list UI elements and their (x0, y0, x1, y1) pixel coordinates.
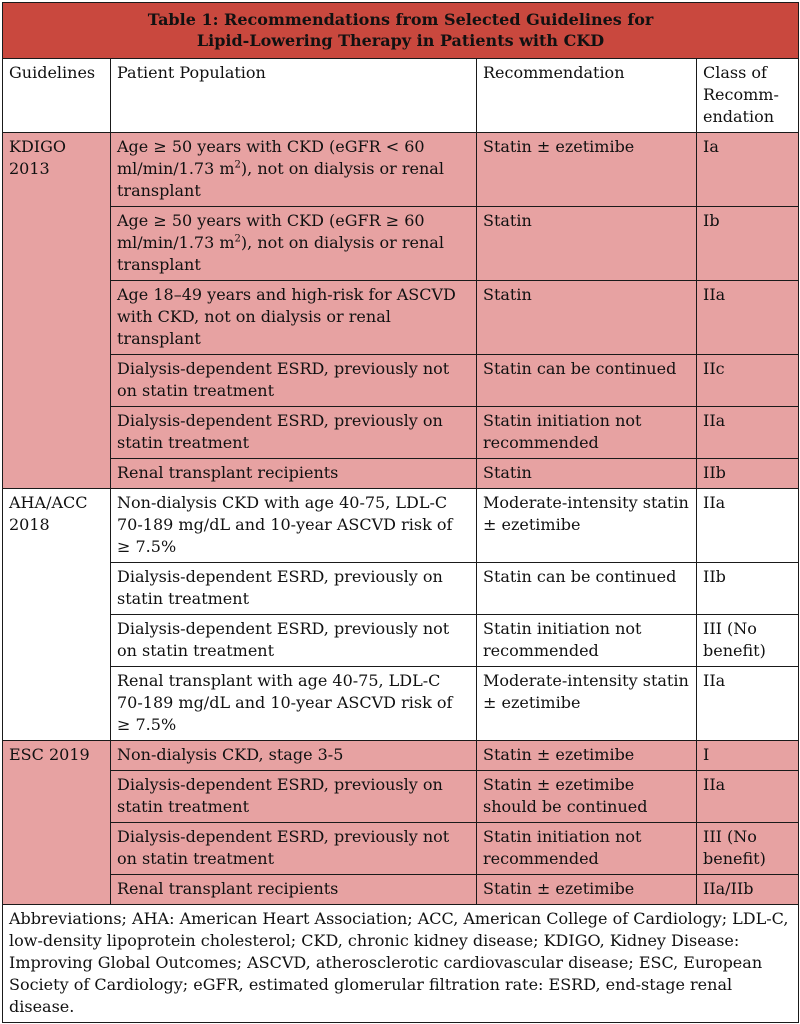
recommendation-cell: Statin ± ezetimibe (477, 875, 697, 905)
recommendation-cell: Statin ± ezetimibe should be continued (477, 771, 697, 823)
population-cell: Dialysis-dependent ESRD, previously on statin treatment (111, 563, 477, 615)
class-cell: I (697, 741, 799, 771)
recommendation-cell: Statin initiation not recommended (477, 823, 697, 875)
class-cell: IIa (697, 407, 799, 459)
table-row (3, 771, 799, 823)
class-cell: IIb (697, 563, 799, 615)
population-cell: Dialysis-dependent ESRD, previously on statin treatment (111, 771, 477, 823)
population-cell: Dialysis-dependent ESRD, previously on statin treatment (111, 407, 477, 459)
class-cell: III (No benefit) (697, 823, 799, 875)
guidelines-table (2, 2, 799, 1023)
table-row (3, 355, 799, 407)
population-cell: Renal transplant recipients (111, 875, 477, 905)
header-guidelines: Guidelines (3, 59, 111, 133)
recommendation-cell: Moderate-intensity statin ± ezetimibe (477, 489, 697, 563)
recommendation-cell: Statin (477, 459, 697, 489)
class-cell: Ia (697, 133, 799, 207)
caption-line-1: Table 1: Recommendations from Selected Guidelines for (147, 10, 654, 29)
recommendation-cell: Statin (477, 207, 697, 281)
class-cell: IIa (697, 281, 799, 355)
table-row (3, 741, 799, 771)
class-cell: IIa/IIb (697, 875, 799, 905)
population-cell: Non-dialysis CKD with age 40-75, LDL-C 70-189 mg/dL and 10-year ASCVD risk of ≥ 7.5% (111, 489, 477, 563)
population-cell: Renal transplant with age 40-75, LDL-C 70-189 mg/dL and 10-year ASCVD risk of ≥ 7.5% (111, 667, 477, 741)
class-cell: IIb (697, 459, 799, 489)
population-cell: Dialysis-dependent ESRD, previously not on statin treatment (111, 355, 477, 407)
population-cell: Age ≥ 50 years with CKD (eGFR ≥ 60 ml/min/1.73 $m^2$), not on dialysis or renal transplant (111, 207, 477, 281)
class-cell: IIa (697, 667, 799, 741)
recommendation-cell: Statin initiation not recommended (477, 407, 697, 459)
recommendation-cell: Statin (477, 281, 697, 355)
guideline-aha-acc: AHA/ACC 2018 (3, 489, 111, 741)
population-cell: Non-dialysis CKD, stage 3-5 (111, 741, 477, 771)
class-cell: III (No benefit) (697, 615, 799, 667)
header-class: Class of Recomm-endation (697, 59, 799, 133)
table-row (3, 133, 799, 207)
class-cell: Ib (697, 207, 799, 281)
recommendation-cell: Moderate-intensity statin ± ezetimibe (477, 667, 697, 741)
table-row (3, 563, 799, 615)
guideline-kdigo: KDIGO 2013 (3, 133, 111, 489)
population-cell: Renal transplant recipients (111, 459, 477, 489)
table-row (3, 281, 799, 355)
population-cell: Age ≥ 50 years with CKD (eGFR < 60 ml/min/1.73 $m^2$), not on dialysis or renal transplant (111, 133, 477, 207)
recommendation-cell: Statin can be continued (477, 563, 697, 615)
caption-line-2: Lipid-Lowering Therapy in Patients with CKD (196, 31, 605, 50)
table-row (3, 207, 799, 281)
recommendation-cell: Statin can be continued (477, 355, 697, 407)
caption-row (3, 3, 799, 59)
recommendation-cell: Statin initiation not recommended (477, 615, 697, 667)
population-cell: Dialysis-dependent ESRD, previously not on statin treatment (111, 823, 477, 875)
recommendation-cell: Statin ± ezetimibe (477, 133, 697, 207)
class-cell: IIa (697, 489, 799, 563)
population-cell: Age 18–49 years and high-risk for ASCVD with CKD, not on dialysis or renal transplant (111, 281, 477, 355)
table-row (3, 407, 799, 459)
class-cell: IIc (697, 355, 799, 407)
guideline-esc: ESC 2019 (3, 741, 111, 905)
population-cell: Dialysis-dependent ESRD, previously not on statin treatment (111, 615, 477, 667)
header-row (3, 59, 799, 133)
footnote-row (3, 905, 799, 1023)
table-row (3, 615, 799, 667)
table-row (3, 489, 799, 563)
header-population: Patient Population (111, 59, 477, 133)
table-row (3, 459, 799, 489)
header-recommendation: Recommendation (477, 59, 697, 133)
guidelines-table-wrapper (2, 2, 798, 1023)
table-row (3, 875, 799, 905)
class-cell: IIa (697, 771, 799, 823)
table-row (3, 823, 799, 875)
table-caption (3, 3, 799, 59)
table-row (3, 667, 799, 741)
abbreviations-footnote: Abbreviations; AHA: American Heart Association; ACC, American College of Cardiology; LDL-C, low-density lipoprotein cholesterol; CKD, chronic kidney disease; KDIGO, Kidney Disease: Improving Global Outcomes; ASCVD, atherosclerotic cardiovascular disease; ESC, European Society of Cardiology; eGFR, estimated glomerular filtration rate: ESRD, end-stage renal disease. (3, 905, 799, 1023)
recommendation-cell: Statin ± ezetimibe (477, 741, 697, 771)
